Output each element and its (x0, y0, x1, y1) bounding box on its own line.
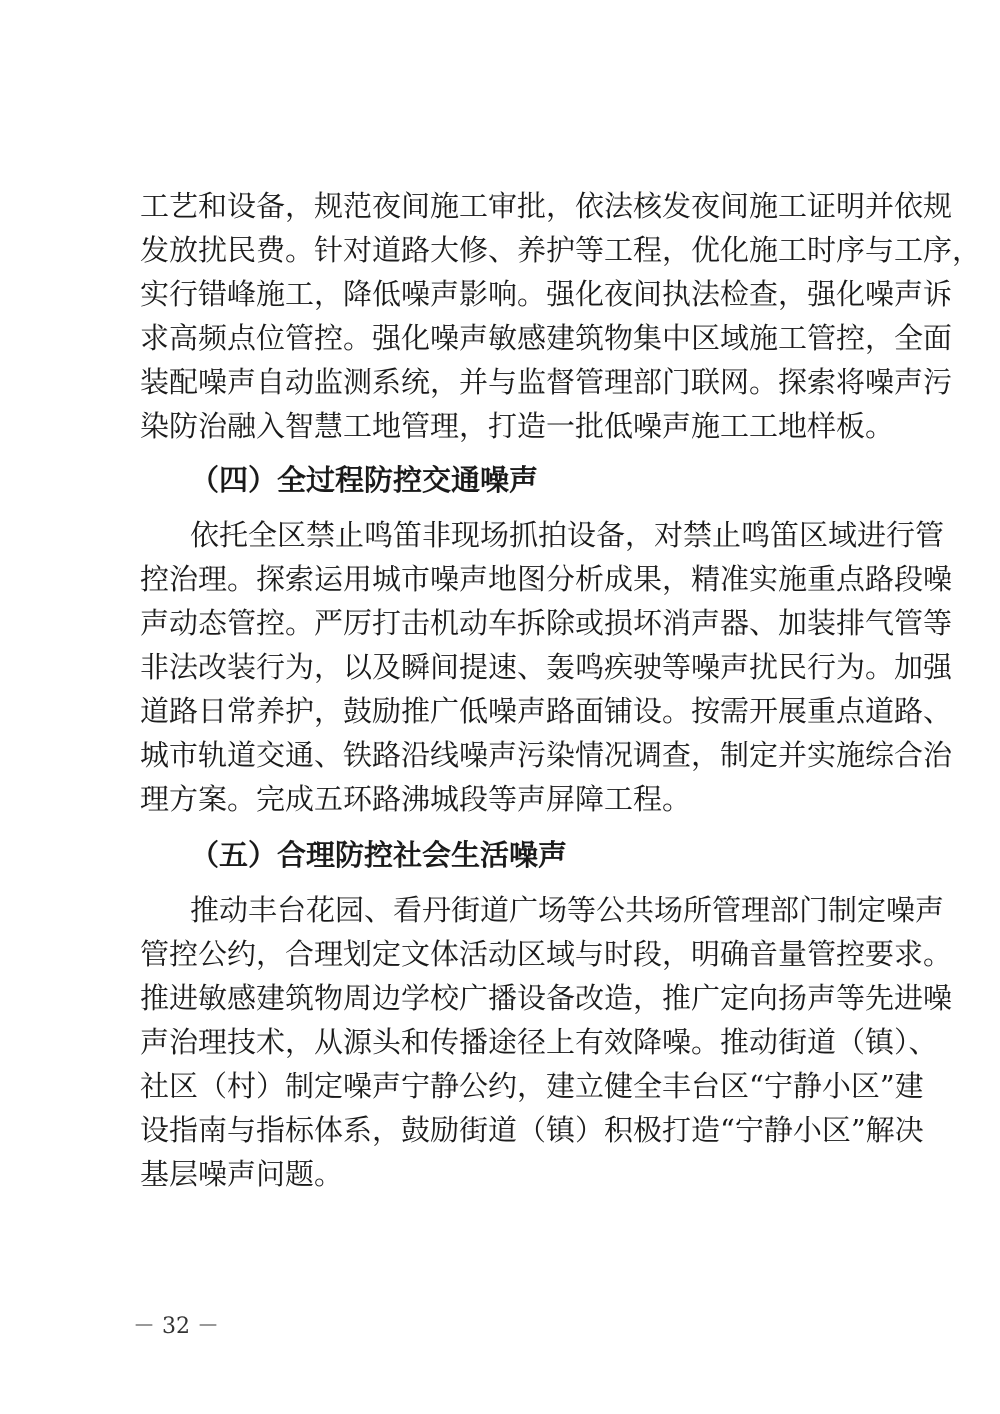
paragraph-line: 声动态管控。严厉打击机动车拆除或损坏消声器、加装排气管等 (140, 606, 953, 640)
section-heading: （五）合理防控社会生活噪声 (190, 838, 568, 872)
paragraph-line: 基层噪声问题。 (140, 1157, 344, 1191)
paragraph-line: 依托全区禁止鸣笛非现场抓拍设备，对禁止鸣笛区域进行管 (190, 518, 945, 552)
paragraph-line: 设指南与指标体系，鼓励街道（镇）积极打造“宁静小区”解决 (140, 1113, 924, 1147)
page-number: － 32 － (133, 1314, 219, 1339)
paragraph-line: 工艺和设备，规范夜间施工审批，依法核发夜间施工证明并依规 (140, 189, 953, 223)
paragraph-line: 装配噪声自动监测系统，并与监督管理部门联网。探索将噪声污 (140, 365, 953, 399)
paragraph-line: 非法改装行为，以及瞬间提速、轰鸣疾驶等噪声扰民行为。加强 (140, 650, 953, 684)
paragraph-line: 发放扰民费。针对道路大修、养护等工程，优化施工时序与工序， (140, 233, 982, 267)
paragraph-line: 管控公约，合理划定文体活动区域与时段，明确音量管控要求。 (140, 937, 953, 971)
paragraph-line: 染防治融入智慧工地管理，打造一批低噪声施工工地样板。 (140, 409, 895, 443)
paragraph-line: 控治理。探索运用城市噪声地图分析成果，精准实施重点路段噪 (140, 562, 953, 596)
paragraph-line: 推动丰台花园、看丹街道广场等公共场所管理部门制定噪声 (190, 893, 945, 927)
section-heading: （四）全过程防控交通噪声 (190, 463, 539, 497)
paragraph-line: 道路日常养护，鼓励推广低噪声路面铺设。按需开展重点道路、 (140, 694, 953, 728)
paragraph-line: 社区（村）制定噪声宁静公约，建立健全丰台区“宁静小区”建 (140, 1069, 924, 1103)
paragraph-line: 城市轨道交通、铁路沿线噪声污染情况调查，制定并实施综合治 (140, 738, 953, 772)
paragraph-line: 理方案。完成五环路沸城段等声屏障工程。 (140, 782, 692, 816)
paragraph-line: 声治理技术，从源头和传播途径上有效降噪。推动街道（镇）、 (140, 1025, 938, 1059)
paragraph-line: 求高频点位管控。强化噪声敏感建筑物集中区域施工管控，全面 (140, 321, 953, 355)
paragraph-line: 实行错峰施工，降低噪声影响。强化夜间执法检查，强化噪声诉 (140, 277, 953, 311)
paragraph-line: 推进敏感建筑物周边学校广播设备改造，推广定向扬声等先进噪 (140, 981, 953, 1015)
